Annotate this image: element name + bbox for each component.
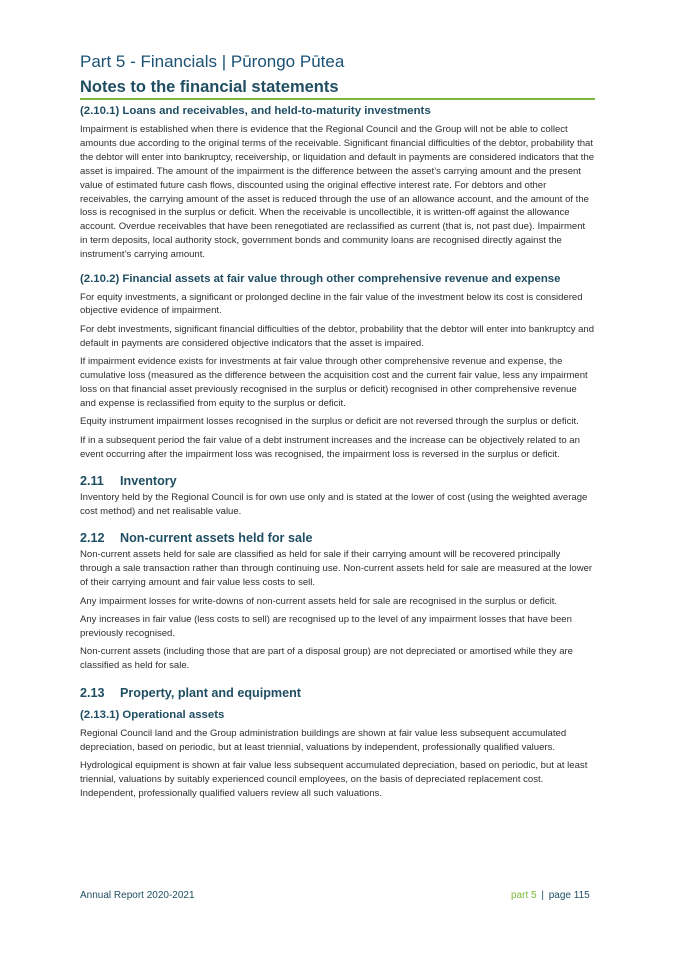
footer-report-title: Annual Report 2020-2021 <box>80 890 195 901</box>
paragraph: For equity investments, a significant or prolonged decline in the fair value of the investment below its cost is considered objective evidence of impairment. <box>80 291 583 317</box>
document-body <box>80 104 595 805</box>
footer-part: part 5 <box>511 890 537 901</box>
footer-page-info <box>511 890 590 901</box>
part-title: Part 5 - Financials | Pūrongo Pūtea <box>80 52 345 71</box>
heading-2-10-1: (2.10.1) Loans and receivables, and held-to-maturity investments <box>80 105 431 117</box>
section-number: 2.12 <box>80 531 105 546</box>
notes-title: Notes to the financial statements <box>80 78 339 96</box>
paragraph: If in a subsequent period the fair value of a debt instrument increases and the increase can be objectively related to an event occurring after the impairment loss was recognised, the impairment loss is reversed in the surplus or deficit. <box>80 434 580 460</box>
paragraph: Non-current assets held for sale are classified as held for sale if their carrying amount will be recovered principally through a sale transaction rather than through continuing use. Non-current assets held for sale are measured at the lower of their carrying amount and fair value less costs to sell. <box>80 549 593 589</box>
header-divider <box>80 98 595 100</box>
paragraph: If impairment evidence exists for investments at fair value through other comprehensive revenue and expense, the cumulative loss (measured as the difference between the acquisition cost and the current fair value, less any impairment loss on that financial asset previously recognised in the surplus or deficit) recognised in other comprehensive revenue and expense is reclassified from equity to the surplus or deficit. <box>80 356 588 409</box>
paragraph: Any impairment losses for write-downs of non-current assets held for sale are recognised in the surplus or deficit. <box>80 595 558 607</box>
footer-separator: | <box>541 890 544 901</box>
paragraph: Inventory held by the Regional Council is for own use only and is stated at the lower of cost (using the weighted average cost method) and net realisable value. <box>80 492 588 517</box>
heading-2-13-1: (2.13.1) Operational assets <box>80 708 225 721</box>
footer-page-number: page 115 <box>548 890 590 901</box>
section-title: Inventory <box>120 474 177 489</box>
paragraph: Non-current assets (including those that are part of a disposal group) are not depreciated or amortised while they are classified as held for sale. <box>80 646 573 672</box>
paragraph: Any increases in fair value (less costs to sell) are recognised up to the level of any impairment losses that have been previously recognised. <box>80 613 572 639</box>
section-title: Non-current assets held for sale <box>120 531 313 546</box>
heading-2-12 <box>80 530 595 546</box>
paragraph: For debt investments, significant financial difficulties of the debtor, probability that the debtor will enter into bankruptcy and default in payments are considered objective indicators that the asset is impaired. <box>80 323 595 349</box>
heading-2-11 <box>80 473 595 489</box>
heading-2-10-2: (2.10.2) Financial assets at fair value through other comprehensive revenue and expense <box>80 272 561 285</box>
heading-2-13 <box>80 685 595 701</box>
paragraph: Impairment is established when there is evidence that the Regional Council and the Group will not be able to collect amounts due according to the original terms of the receivable. Significant financial difficulties of the debtor, probability that the debtor will enter into bankruptcy, receivership, or liquidation and default in payments are considered indicators that the asset is impaired. The amount of the impairment is the difference between the asset’s carrying amount and the present value of estimated future cash flows, discounted using the original effective interest rate. For debtors and other receivables, the carrying amount of the asset is reduced through the use of an allowance account, and the amount of the loss is recognised in the surplus or deficit. When the receivable is uncollectible, it is written-off against the allowance account. Overdue receivables that have been renegotiated are reclassified as current (that is, not past due). Impairment in term deposits, local authority stock, government bonds and community loans are recognised directly against the instrument’s carrying amount. <box>80 124 595 261</box>
section-title: Property, plant and equipment <box>120 685 301 700</box>
paragraph: Regional Council land and the Group administration buildings are shown at fair value less subsequent accumulated depreciation, based on periodic, but at least triennial, valuations by independent, professionally qualified valuers. <box>80 727 567 753</box>
section-number: 2.11 <box>80 474 104 489</box>
paragraph: Equity instrument impairment losses recognised in the surplus or deficit are not reversed through the surplus or deficit. <box>80 416 579 428</box>
section-number: 2.13 <box>80 685 105 700</box>
paragraph: Hydrological equipment is shown at fair value less subsequent accumulated depreciation, based on periodic, but at least triennial, valuations by suitably experienced council employees, on the basis of depreciated replacement cost. Independent, professionally qualified valuers review all such valuations. <box>80 759 588 799</box>
